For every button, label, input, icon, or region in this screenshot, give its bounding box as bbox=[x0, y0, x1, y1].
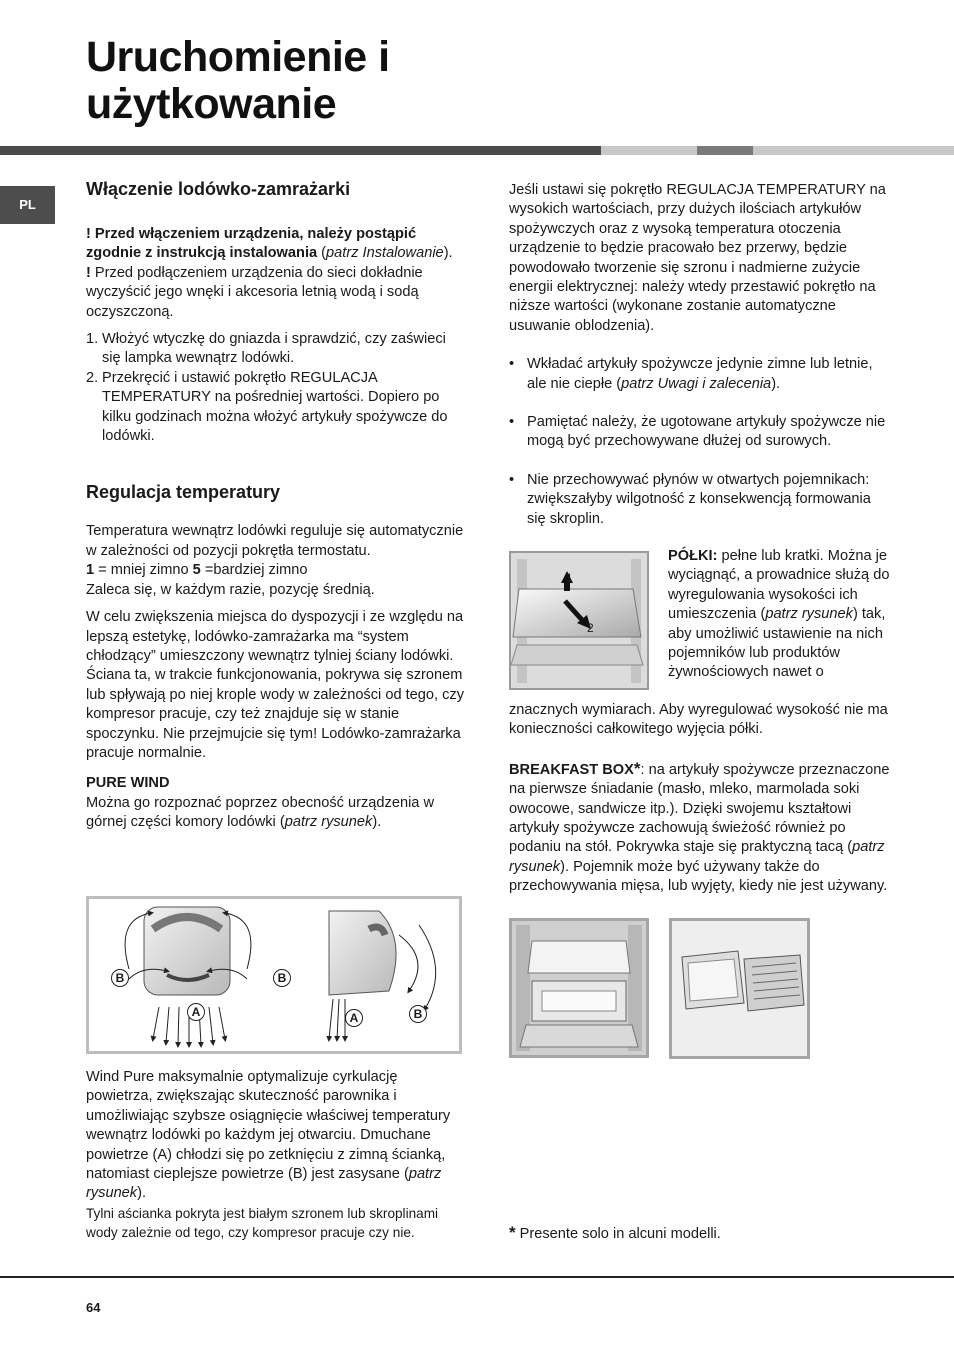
shelf-arrow-label-2: 2 bbox=[587, 621, 594, 635]
list-item bbox=[509, 413, 893, 452]
tip-close: ). bbox=[771, 375, 781, 392]
shelf-illustration bbox=[511, 553, 647, 688]
pure-wind-ref: patrz rysunek bbox=[284, 814, 373, 831]
page-title-line-2: użytkowanie bbox=[86, 80, 337, 128]
temperature-paragraph-1: Temperatura wewnątrz lodówki reguluje się automatycznie w zależności od pozycji pokrętła termostatu. bbox=[86, 523, 464, 559]
fig-label-b-side: B bbox=[409, 1005, 427, 1023]
tips-list bbox=[509, 355, 893, 529]
header-bar-mid bbox=[697, 146, 753, 155]
warning-installation bbox=[86, 225, 466, 264]
pure-wind-description-ref: patrz rysunek bbox=[86, 1166, 442, 1202]
pure-wind-figure bbox=[86, 896, 462, 1054]
breakfast-box-text-2: ). Pojemnik może być używany także do przechowywania mięsa, lub wyjęty, kiedy nie jest używany. bbox=[509, 858, 888, 895]
header-bar-light-1 bbox=[601, 146, 697, 155]
right-column bbox=[509, 181, 893, 529]
header-bar-dark bbox=[0, 146, 601, 155]
list-item bbox=[86, 369, 466, 447]
steps-list bbox=[86, 330, 466, 446]
left-column-lower bbox=[86, 1068, 466, 1243]
tip-text: Pamiętać należy, że ugotowane artykuły spożywcze nie mogą być przechowywane dłużej od surowych. bbox=[527, 414, 886, 450]
pure-wind-description-close: ). bbox=[137, 1185, 147, 1202]
pure-wind-close: ). bbox=[372, 814, 382, 831]
temperature-scale bbox=[86, 561, 466, 580]
shelves-ref: patrz rysunek bbox=[765, 606, 853, 623]
bullet: • bbox=[509, 414, 515, 431]
warning-cleaning-text: Przed podłączeniem urządzenia do sieci dokładnie wyczyścić jego wnęki i akcesoria letnią wodą i sodą oczyszczoną. bbox=[86, 264, 423, 320]
tip-text: Wkładać artykuły spożywcze jedynie zimne lub letnie, ale nie ciepłe ( bbox=[527, 356, 873, 392]
step-text: Włożyć wtyczkę do gniazda i sprawdzić, czy zaświeci się lampka wewnątrz lodówki. bbox=[102, 331, 446, 367]
fig-label-b-left: B bbox=[111, 969, 129, 987]
pure-wind-heading: PURE WIND bbox=[86, 775, 170, 792]
shelves-continuation: znacznych wymiarach. Aby wyregulować wysokość nie ma konieczności całkowitego wyjęcia półki. bbox=[509, 702, 888, 738]
warning-cleaning bbox=[86, 264, 466, 322]
list-item bbox=[509, 355, 893, 394]
breakfast-box-ref: patrz rysunek bbox=[509, 839, 885, 875]
breakfast-box-paragraph bbox=[509, 759, 893, 897]
footnote bbox=[509, 1223, 893, 1244]
fig-label-a-front: A bbox=[187, 1003, 205, 1021]
header-bar-light-2 bbox=[753, 146, 954, 155]
footnote-text: Presente solo in alcuni modelli. bbox=[515, 1226, 721, 1242]
page-number: 64 bbox=[86, 1300, 101, 1315]
page-title bbox=[86, 34, 390, 128]
warning-mark: ! bbox=[86, 226, 91, 242]
list-item bbox=[509, 471, 893, 529]
section-heading-temperature: Regulacja temperatury bbox=[86, 482, 281, 503]
breakfast-box-text-1: : na artykuły spożywcze przeznaczone na pierwsze śniadanie (masło, mleko, marmolada soki owocowe, sandwicze itp.). Dzięki swojemu kształtowi artykuły spożywcze zachowują świeżość również po podaniu na stół. Pokrywka staje się praktyczną tacą ( bbox=[509, 761, 890, 856]
fig-label-a-side: A bbox=[345, 1009, 363, 1027]
bullet: • bbox=[509, 356, 515, 373]
left-column bbox=[86, 178, 466, 833]
step-number: 2. bbox=[86, 369, 99, 386]
fig-label-b-right: B bbox=[273, 969, 291, 987]
shelves-text-2: ) tak, aby umożliwić ustawienie na nich pojemników lub produktów żywnościowych nawet o bbox=[668, 606, 886, 681]
section-heading-switch-on: Włączenie lodówko-zamrażarki bbox=[86, 179, 351, 199]
breakfast-box-trays-illustration bbox=[672, 921, 807, 1056]
shelf-arrow-label-1: 1 bbox=[566, 571, 573, 585]
warning-installation-open: ( bbox=[317, 245, 327, 262]
tip-ref: patrz Uwagi i zalecenia bbox=[621, 375, 772, 392]
scale-value-1: 1 bbox=[86, 562, 95, 579]
pure-wind-description bbox=[86, 1068, 466, 1204]
list-item bbox=[86, 330, 466, 369]
breakfast-box-figure-trays bbox=[669, 918, 810, 1059]
frost-note: Tylni aścianka pokryta jest białym szronem lub skroplinami wody zależnie od tego, czy kompresor pracuje czy nie. bbox=[86, 1205, 439, 1241]
pure-wind-paragraph bbox=[86, 794, 466, 833]
high-setting-paragraph: Jeśli ustawi się pokrętło REGULACJA TEMPERATURY na wysokich wartościach, przy dużych ilościach artykułów spożywczych oraz z wysoką temperatura otoczenia urządzenie to będzie pracowało bez przerwy, będzie powodowało tworzenie się szronu i nadmierne zużycie energii elektrycznej: należy wtedy przestawić pokrętło na niższe wartości (wykonane zostanie automatyczne usuwanie oblodzenia). bbox=[509, 182, 886, 334]
shelves-text bbox=[668, 547, 890, 683]
shelf-figure bbox=[509, 551, 649, 690]
warning-installation-bold: Przed włączeniem urządzenia, należy postąpić zgodnie z instrukcją instalowania bbox=[86, 226, 417, 262]
shelves-paragraph bbox=[668, 547, 890, 683]
breakfast-box-fridge-illustration bbox=[512, 921, 646, 1055]
language-tab: PL bbox=[0, 186, 55, 224]
breakfast-box-star: * bbox=[633, 758, 641, 778]
step-text: Przekręcić i ustawić pokrętło REGULACJA TEMPERATURY na pośredniej wartości. Dopiero po kilku godzinach można włożyć artykuły spożywcze do lodówki. bbox=[102, 369, 448, 445]
footer-rule bbox=[0, 1276, 954, 1278]
pure-wind-text: Można go rozpoznać poprzez obecność urządzenia w górnej części komory lodówki ( bbox=[86, 794, 435, 831]
bullet: • bbox=[509, 471, 515, 488]
pure-wind-description-text: Wind Pure maksymalnie optymalizuje cyrkulację powietrza, zwiększając skuteczność parownika i umożliwiając szybsze osiągnięcie właściwej temperatury wewnątrz lodówki po każdym jej otwarciu. Dmuchane powietrze (A) chłodzi się po zetknięciu z zimną ścianką, natomiast cieplejsze powietrze (B) jest zasysane ( bbox=[86, 1069, 451, 1183]
footnote-star: * bbox=[509, 1223, 516, 1242]
shelves-label: PÓŁKI: bbox=[668, 548, 718, 564]
step-number: 1. bbox=[86, 331, 99, 348]
page-title-line-1: Uruchomienie i bbox=[86, 33, 390, 81]
breakfast-box-figure-fridge bbox=[509, 918, 649, 1058]
scale-value-5: 5 bbox=[192, 562, 201, 579]
breakfast-box-label: BREAKFAST BOX bbox=[509, 761, 634, 778]
temperature-paragraph-3: W celu zwiększenia miejsca do dyspozycji i ze względu na lepszą estetykę, lodówko-zamrażarka ma “system chłodzący” umieszczony wewnątrz tylniej ściany lodówki. Ściana ta, w trakcie funkcjonowania, pokrywa się szronem lub spływają po niej krople wody w zależności od tego, czy kompresor pracuje, czy też znajduje się w stanie spoczynku. Nie przejmujcie się tym! Lodówko-zamrażarka pracuje normalnie. bbox=[86, 609, 465, 761]
tip-text: Nie przechowywać płynów w otwartych pojemnikach: zwiększałyby wilgotność z konsekwencją formowania się skroplin. bbox=[527, 471, 871, 527]
temperature-paragraph-2: Zaleca się, w każdym razie, pozycję średnią. bbox=[86, 581, 375, 598]
warning-mark-2: ! bbox=[86, 264, 91, 281]
right-column-lower bbox=[509, 701, 893, 897]
warning-installation-close: ). bbox=[443, 245, 453, 262]
scale-text-1: = mniej zimno bbox=[94, 562, 193, 579]
shelves-text-1: pełne lub kratki. Można je wyciągnąć, a prowadnice służą do wyregulowania wysokości ich umieszczenia ( bbox=[668, 548, 890, 623]
scale-text-5: =bardziej zimno bbox=[200, 562, 308, 579]
warning-installation-ref: patrz Instalowanie bbox=[326, 245, 444, 262]
